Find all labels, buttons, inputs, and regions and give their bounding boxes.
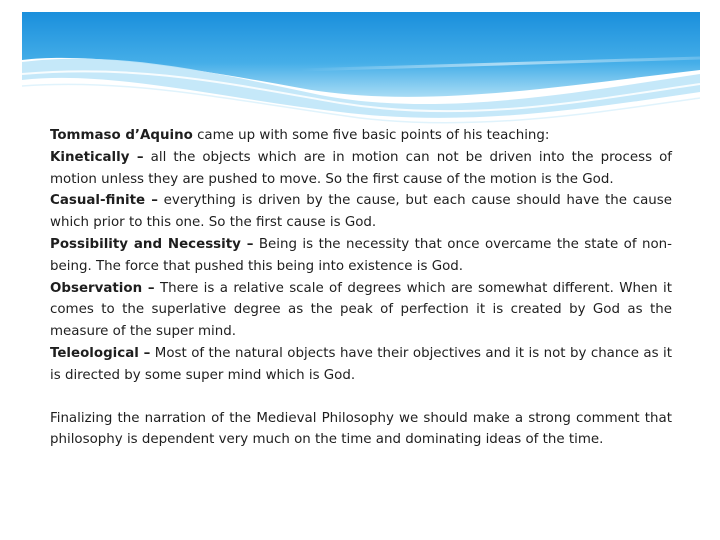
term-label: Possibility and Necessity –: [50, 236, 254, 252]
paragraph-kinetically: [50, 147, 672, 191]
term-label: Observation –: [50, 280, 155, 296]
spacer: [50, 387, 672, 408]
paragraph-observation: [50, 278, 672, 343]
term-label: Tommaso d’Aquino: [50, 128, 193, 143]
paragraph-text: There is a relative scale of degrees which are somewhat different. When it comes to the superlative degree as the peak of perfection it is created by God as the measure of the super mind.: [50, 280, 672, 340]
paragraph-text: Most of the natural objects have their objectives and it is not by chance as it is directed by some super mind which is God.: [50, 345, 672, 383]
paragraph-casual-finite: [50, 190, 672, 234]
paragraph-teleological: [50, 343, 672, 387]
paragraph-intro: [50, 125, 672, 147]
term-label: Teleological –: [50, 345, 151, 361]
paragraph-text: all the objects which are in motion can not be driven into the process of motion unless they are pushed to move. So the first cause of the motion is the God.: [50, 149, 672, 187]
slide-body: [50, 125, 672, 451]
paragraph-conclusion: Finalizing the narration of the Medieval Philosophy we should make a strong comment that philosophy is dependent very much on the time and dominating ideas of the time.: [50, 410, 672, 448]
paragraph-text: Being is the necessity that once overcame the state of non-being. The force that pushed this being into existence is God.: [50, 236, 672, 274]
term-label: Kinetically –: [50, 149, 144, 165]
wave-banner: [0, 0, 720, 140]
paragraph-text: came up with some five basic points of his teaching:: [192, 128, 550, 143]
paragraph-possibility: [50, 234, 672, 278]
paragraph-text: everything is driven by the cause, but each cause should have the cause which prior to this one. So the first cause is God.: [50, 193, 672, 231]
term-label: Casual-finite –: [50, 193, 158, 209]
